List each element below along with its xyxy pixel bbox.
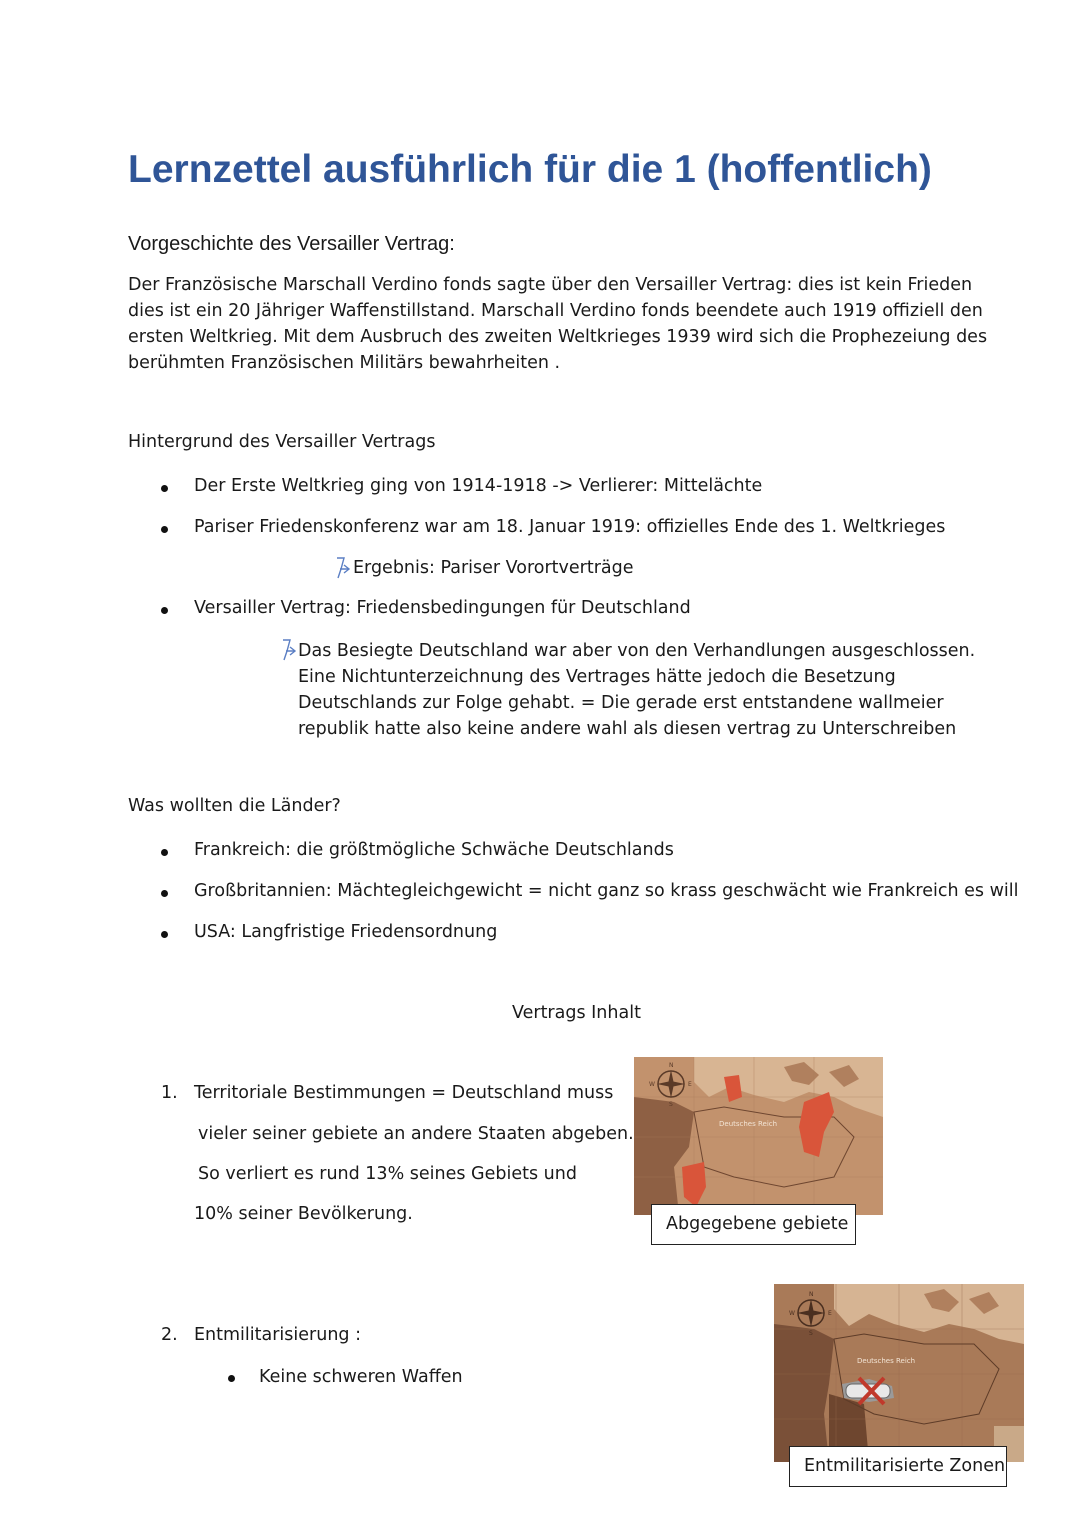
paragraph-vorgeschichte	[128, 272, 988, 376]
section-heading-vertrags-inhalt: Vertrags Inhalt	[512, 1003, 641, 1023]
section-heading-hintergrund: Hintergrund des Versailler Vertrags	[128, 432, 436, 452]
svg-text:S: S	[809, 1330, 813, 1337]
bullet-dot	[161, 526, 168, 533]
bullet-dot	[228, 1375, 235, 1382]
bullet-dot	[161, 890, 168, 897]
item1-line: 10% seiner Bevölkerung.	[194, 1204, 413, 1224]
item2-text: Entmilitarisierung :	[194, 1325, 361, 1345]
map-demilitarized-zones	[774, 1284, 1024, 1462]
handwritten-arrow-icon	[334, 555, 352, 581]
item-number: 2.	[161, 1325, 178, 1345]
page-title: Lernzettel ausführlich für die 1 (hoffentlich)	[128, 148, 932, 191]
item1-line: vieler seiner gebiete an andere Staaten abgeben.	[198, 1124, 634, 1144]
paragraph-line: Der Französische Marschall Verdino fonds sagte über den Versailler Vertrag: dies ist kein Frieden	[128, 275, 973, 295]
map-caption: Abgegebene gebiete	[651, 1204, 856, 1245]
note-line: Deutschlands zur Folge gehabt. = Die gerade erst entstandene wallmeier	[298, 693, 944, 713]
note-block	[298, 638, 975, 742]
paragraph-line: ersten Weltkrieg. Mit dem Ausbruch des zweiten Weltkrieges 1939 wird sich die Prophezeiung des	[128, 327, 988, 347]
list-item: Versailler Vertrag: Friedensbedingungen für Deutschland	[194, 598, 691, 618]
svg-text:S: S	[669, 1101, 673, 1108]
bullet-dot	[161, 931, 168, 938]
note-line: Eine Nichtunterzeichnung des Vertrages hätte jedoch die Besetzung	[298, 667, 896, 687]
map-caption: Entmilitarisierte Zonen	[789, 1446, 1007, 1487]
svg-text:E: E	[828, 1310, 832, 1317]
svg-text:W: W	[789, 1310, 795, 1317]
svg-text:N: N	[809, 1291, 814, 1298]
bullet-dot	[161, 607, 168, 614]
map-label: Deutsches Reich	[719, 1120, 778, 1128]
map-territorial-losses	[634, 1057, 883, 1215]
bullet-dot	[161, 485, 168, 492]
result-text: Ergebnis: Pariser Vorortverträge	[353, 558, 634, 578]
note-line: Das Besiegte Deutschland war aber von den Verhandlungen ausgeschlossen.	[298, 641, 976, 661]
paragraph-line: dies ist ein 20 Jähriger Waffenstillstand. Marschall Verdino fonds beendete auch 1919 offiziell den	[128, 301, 983, 321]
svg-text:W: W	[649, 1081, 655, 1088]
svg-text:N: N	[669, 1062, 674, 1069]
item-number: 1.	[161, 1083, 178, 1103]
svg-text:E: E	[688, 1081, 692, 1088]
note-line: republik hatte also keine andere wahl als diesen vertrag zu Unterschreiben	[298, 719, 957, 739]
item1-line: So verliert es rund 13% seines Gebiets und	[198, 1164, 577, 1184]
list-item: Keine schweren Waffen	[259, 1367, 463, 1387]
list-item: Pariser Friedenskonferenz war am 18. Januar 1919: offizielles Ende des 1. Weltkrieges	[194, 517, 946, 537]
section-heading-vorgeschichte: Vorgeschichte des Versailler Vertrag:	[128, 233, 455, 255]
list-item: Frankreich: die größtmögliche Schwäche Deutschlands	[194, 840, 674, 860]
list-item: Der Erste Weltkrieg ging von 1914-1918 -> Verlierer: Mittelächte	[194, 476, 763, 496]
map-label: Deutsches Reich	[857, 1357, 916, 1365]
item1-line: Territoriale Bestimmungen = Deutschland muss	[194, 1083, 614, 1103]
list-item: Großbritannien: Mächtegleichgewicht = nicht ganz so krass geschwächt wie Frankreich es will	[194, 881, 1019, 901]
bullet-dot	[161, 849, 168, 856]
section-heading-laender: Was wollten die Länder?	[128, 796, 341, 816]
paragraph-line: berühmten Französischen Militärs bewahrheiten .	[128, 353, 561, 373]
handwritten-arrow-icon	[280, 637, 298, 663]
list-item: USA: Langfristige Friedensordnung	[194, 922, 498, 942]
